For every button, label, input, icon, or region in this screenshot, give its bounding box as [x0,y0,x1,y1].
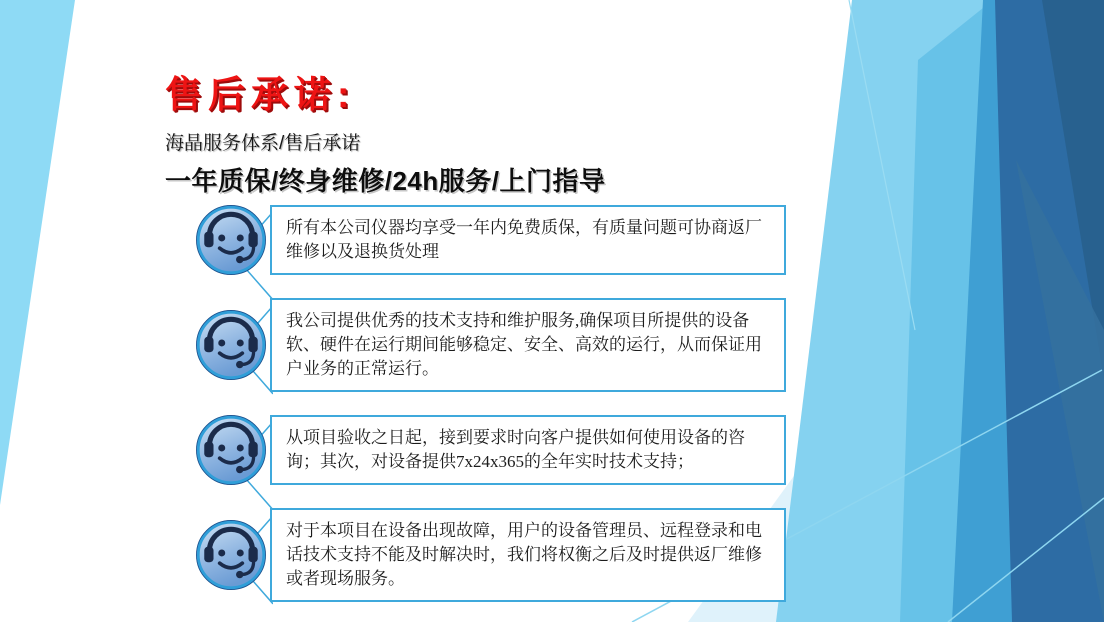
promise-box [270,415,786,485]
service-item [195,298,795,392]
promise-box [270,205,786,275]
service-item [195,414,795,486]
headset-smiley-icon [195,414,270,486]
promise-text: 从项目验收之日起，接到要求时向客户提供如何使用设备的咨询；其次，对设备提供7x24x365的全年实时技术支持； [286,428,745,471]
headset-smiley-icon [195,309,270,381]
promise-box [270,508,786,602]
headline: 一年质保/终身维修/24h服务/上门指导 [165,166,606,196]
headset-smiley-icon [195,204,270,276]
service-item [195,204,795,276]
slide-content [165,64,865,588]
page-title: 售后承诺: [165,74,356,115]
promise-text: 所有本公司仪器均享受一年内免费质保，有质量问题可协商返厂维修以及退换货处理 [286,218,762,261]
promise-text: 我公司提供优秀的技术支持和维护服务,确保项目所提供的设备软、硬件在运行期间能够稳定、安全、高效的运行，从而保证用户业务的正常运行。 [286,311,762,378]
promise-box [270,298,786,392]
promise-text: 对于本项目在设备出现故障，用户的设备管理员、远程登录和电话技术支持不能及时解决时，我们将权衡之后及时提供返厂维修或者现场服务。 [286,521,762,588]
service-item [195,508,795,602]
headset-smiley-icon [195,519,270,591]
breadcrumb: 海晶服务体系/售后承诺 [165,133,361,154]
service-items [195,204,795,624]
